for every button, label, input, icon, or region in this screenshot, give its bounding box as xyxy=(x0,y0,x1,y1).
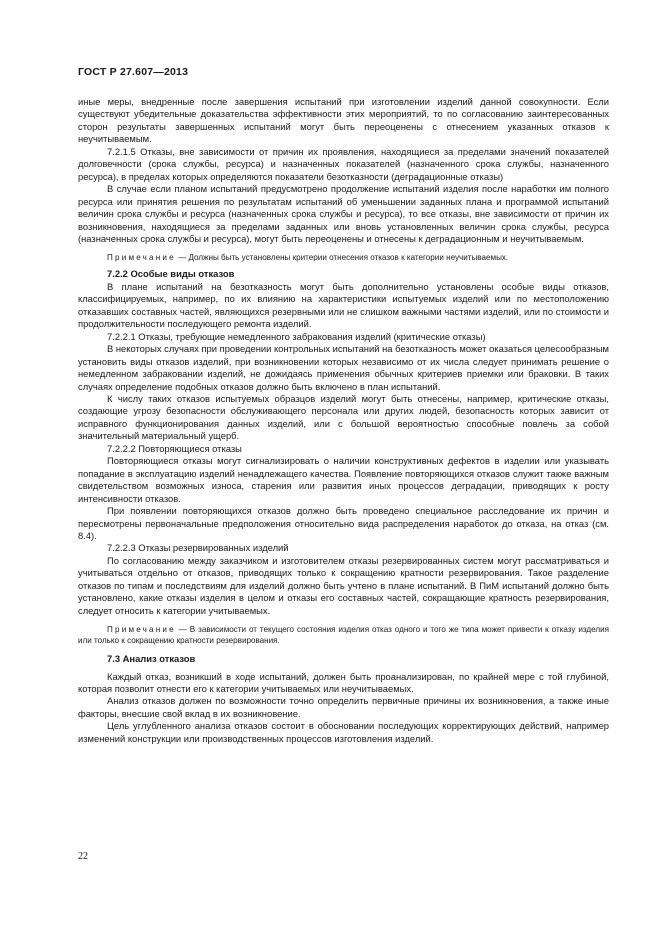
paragraph: В некоторых случаях при проведении контрольных испытаний на безотказность может оказаться целесообразным установить виды отказов изделий, при возникновении которых независимо от их числа следует принимать решение о немедленном забраковании изделий, не дожидаясь применения обычных критериев приемки или браковки. В таких случаях определение подобных отказов должно быть включено в план испытаний. xyxy=(78,343,609,392)
document-header: ГОСТ Р 27.607—2013 xyxy=(78,66,189,78)
note xyxy=(78,252,609,263)
clause-heading-7-2-2-1: 7.2.2.1 Отказы, требующие немедленного забракования изделий (критические отказы) xyxy=(107,330,486,342)
paragraph: Повторяющиеся отказы могут сигнализировать о наличии конструктивных дефектов в изделии или указывать попадание в эксплуатацию изделий ненадлежащего качества. Появление повторяющихся отказов служит также важным свидетельством возможных износа, старения или развития иных процессов деградации, приводящих к росту интенсивности отказов. xyxy=(78,455,609,504)
paragraph: В случае если планом испытаний предусмотрено продолжение испытаний изделия после наработки им полного ресурса или принятия решения по результатам испытаний об уменьшении заданных плана и программой испытаний величин срока службы и ресурса (назначенных срока службы и ресурса), то все отказы, вне зависимости от причин их возникновения, находящиеся за пределами заданных или вновь установленных величин срока службы, ресурса (назначенных срока службы и ресурса), могут быть переоценены и отнесены к деградационным и неучитываемым. xyxy=(78,183,609,244)
paragraph: Цель углубленного анализа отказов состоит в обосновании последующих корректирующих действий, например изменений конструкции или производственных процессов изготовления изделий. xyxy=(78,720,609,744)
note-label: Примечание xyxy=(107,253,176,263)
clause-heading-7-2-2-3: 7.2.2.3 Отказы резервированных изделий xyxy=(107,542,289,554)
paragraph: К числу таких отказов испытуемых образцов изделий могут быть отнесены, например, критические отказы, создающие угрозу безопасности обслуживающего персонала или других людей, безопасность которых зависит от исправного функционирования данных изделий, или с большой вероятностью способные повлечь за собой значительный материальный ущерб. xyxy=(78,392,609,442)
paragraph: Анализ отказов должен по возможности точно определить первичные причины их возникновения, а также иные факторы, внесшие свой вклад в их возникновение. xyxy=(78,695,609,719)
page-number: 22 xyxy=(78,851,88,862)
note-text: — В зависимости от текущего состояния изделия отказ одного и того же типа может привести к отказу изделия или только к сокращению кратности резервирования. xyxy=(78,625,609,646)
paragraph: иные меры, внедренные после завершения испытаний при изготовлении изделий данной совокупности. Если существуют убедительные доказательства эффективности этих мероприятий, то по согласованию заинтересованных сторон результаты завершенных испытаний могут быть переоценены с отнесением указанных отказов к неучитываемым. xyxy=(78,96,609,145)
paragraph: Каждый отказ, возникший в ходе испытаний, должен быть проанализирован, по крайней мере с той глубиной, которая позволит отнести его к категории учитываемых или неучитываемых. xyxy=(78,670,609,695)
paragraph: По согласованию между заказчиком и изготовителем отказы резервированных систем могут рассматриваться и учитываться отдельно от отказов, приводящих только к сокращению кратности резервирования. Такое разделение отказов по типам и последствиям для изделий должно быть учтено в плане испытаний. В ПиМ испытаний должно быть установлено, какие отказы изделия в целом и отказы его составных частей, сокращающие кратность резервирования, следует относить к категории учитываемых. xyxy=(78,554,609,616)
note xyxy=(78,624,609,646)
clause-7-2-1-5: 7.2.1.5 Отказы, вне зависимости от причин их проявления, находящиеся за пределами значений показателей долговечности (срока службы, ресурса) и назначенных показателей (назначенного срока службы, назначенного ресурса), в пределах которых определяются показатели безотказности (деградационные отказы) xyxy=(78,145,609,182)
paragraph: В плане испытаний на безотказность могут быть дополнительно установлены особые виды отказов, классифицируемых, например, по их влиянию на характеристики испытуемых изделий или по местоположению отказавших составных частей, являющихся резервными или не слишком важными частями изделий, или по стоимости и продолжительности последующего ремонта изделий. xyxy=(78,280,609,330)
section-heading-7-2-2: 7.2.2 Особые виды отказов xyxy=(107,268,235,280)
section-heading-7-3: 7.3 Анализ отказов xyxy=(107,653,196,665)
paragraph: При появлении повторяющихся отказов должно быть проведено специальное расследование их причин и пересмотрены первоначальные предположения относительно вида распределения наработок до отказа, на отказ (см. 8.4). xyxy=(78,505,609,541)
note-text: — Должны быть установлены критерии отнесения отказов к категории неучитываемых. xyxy=(175,253,509,263)
note-label: Примечание xyxy=(107,625,176,635)
clause-heading-7-2-2-2: 7.2.2.2 Повторяющиеся отказы xyxy=(107,442,242,454)
page-body xyxy=(78,96,609,745)
